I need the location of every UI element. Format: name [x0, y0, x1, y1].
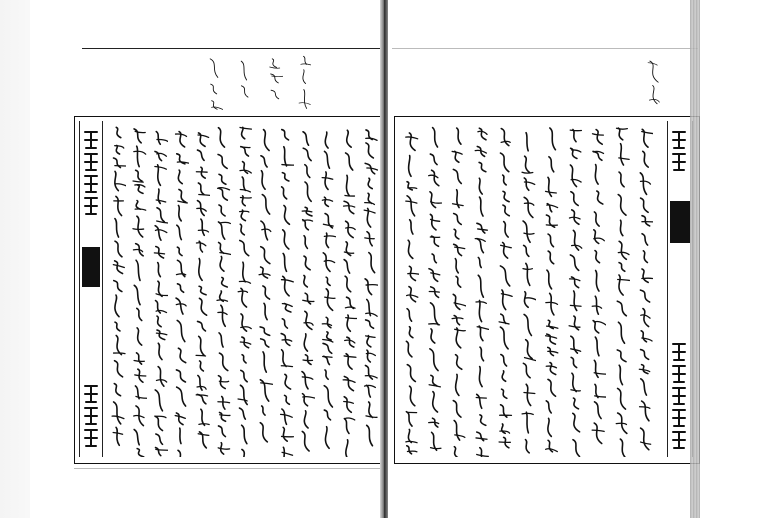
right-note-column [646, 52, 662, 110]
left-text-column [320, 123, 336, 457]
right-outer-margin [700, 0, 768, 518]
left-text-column [173, 123, 189, 457]
spine-glyphs [669, 129, 689, 173]
right-margin-notes [642, 52, 672, 112]
left-text-column [299, 123, 315, 457]
left-text-column [362, 123, 378, 457]
right-text-column [520, 123, 536, 457]
spine-glyphs [669, 341, 689, 451]
spine-glyphs [81, 129, 101, 217]
right-page [386, 0, 704, 518]
right-spine-volume-block [670, 201, 690, 243]
left-bottom-rule [74, 468, 384, 469]
right-top-rule [392, 48, 698, 49]
right-text-columns [399, 123, 657, 457]
left-text-frame [74, 116, 386, 464]
right-text-column [543, 123, 559, 457]
right-text-column [614, 123, 630, 457]
left-note-column [237, 52, 253, 110]
right-text-column [426, 123, 442, 457]
left-text-column [131, 123, 147, 457]
right-text-frame [394, 116, 700, 464]
left-top-rule [82, 48, 382, 49]
left-margin-notes [200, 52, 380, 114]
right-text-column [590, 123, 606, 457]
left-spine-label [79, 121, 103, 457]
left-text-column [194, 123, 210, 457]
left-text-column [236, 123, 252, 457]
spine-glyphs [81, 383, 101, 449]
left-note-column [207, 52, 223, 110]
left-text-column [278, 123, 294, 457]
book-gutter [380, 0, 388, 518]
left-spine-volume-block [82, 247, 100, 287]
right-text-column [473, 123, 489, 457]
left-text-column [110, 123, 126, 457]
left-text-column [257, 123, 273, 457]
left-page [30, 0, 382, 518]
left-text-column [215, 123, 231, 457]
right-text-column [450, 123, 466, 457]
right-text-column [637, 123, 653, 457]
left-note-column [267, 52, 283, 110]
left-text-column [152, 123, 168, 457]
left-text-column [341, 123, 357, 457]
right-text-column [567, 123, 583, 457]
left-text-columns [107, 123, 381, 457]
right-text-column [497, 123, 513, 457]
right-text-column [403, 123, 419, 457]
left-note-column [297, 52, 313, 110]
